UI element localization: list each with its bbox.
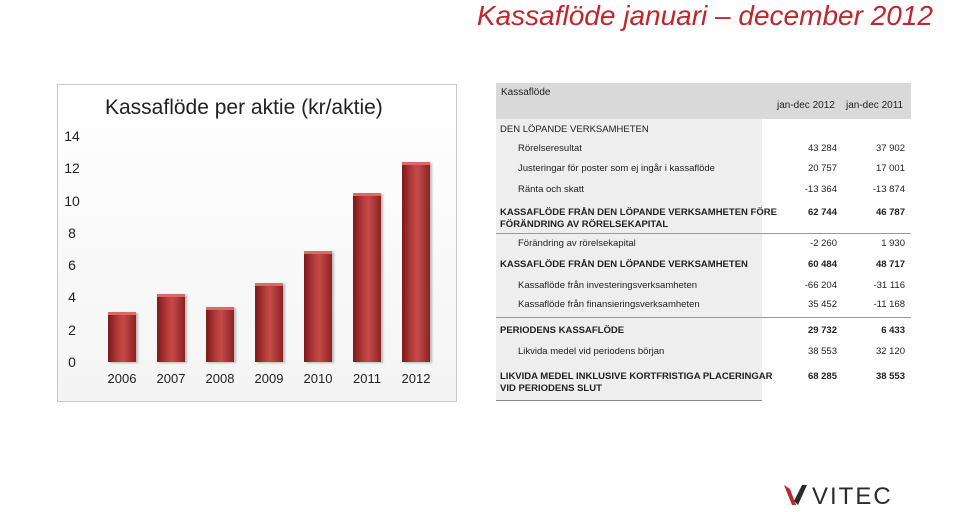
row-label: Ränta och skatt [518, 184, 585, 195]
table-header [496, 83, 911, 119]
cashflow-table [496, 83, 911, 401]
row-separator [496, 233, 911, 234]
table-row [496, 124, 911, 138]
row-label: PERIODENS KASSAFLÖDE [500, 325, 625, 336]
value-2012: 20 757 [807, 163, 837, 174]
row-label: Kassaflöde från finansieringsverksamheten [518, 299, 700, 310]
value-2011: 38 553 [875, 371, 905, 382]
row-label: KASSAFLÖDE FRÅN DEN LÖPANDE VERKSAMHETEN [500, 259, 748, 270]
value-2011: 48 717 [875, 259, 905, 270]
row-label: Rörelseresultat [518, 143, 582, 154]
x-tick-label: 2009 [254, 371, 284, 386]
table-row [496, 325, 911, 339]
value-2012: 29 732 [807, 325, 837, 336]
table-row [496, 163, 911, 177]
bar-2010 [304, 251, 332, 362]
value-2012: -66 204 [804, 280, 837, 291]
bar-2006 [108, 312, 136, 362]
y-tick-label: 10 [64, 192, 80, 209]
logo-mark-right [794, 485, 807, 505]
y-tick-label: 14 [64, 128, 80, 144]
bar-2011 [353, 193, 381, 363]
x-tick-label: 2012 [401, 371, 431, 386]
bar-2009 [255, 283, 283, 362]
row-label: Justeringar för poster som ej ingår i kassaflöde [518, 163, 715, 174]
table-row [496, 346, 911, 360]
value-2012: 68 285 [807, 371, 837, 382]
value-2011: 17 001 [875, 163, 905, 174]
value-2011: -11 168 [873, 299, 905, 310]
row-label: Likvida medel vid periodens början [518, 346, 665, 357]
x-tick-label: 2011 [353, 371, 381, 386]
vitec-logo [782, 481, 902, 509]
logo-text: VITEC [812, 483, 893, 509]
table-row [496, 238, 911, 252]
table-row [496, 259, 911, 273]
y-tick-label: 4 [68, 289, 76, 306]
row-label: LIKVIDA MEDEL INKLUSIVE KORTFRISTIGA PLACERINGAR [500, 371, 773, 382]
x-tick-label: 2008 [205, 371, 235, 386]
chart-title: Kassaflöde per aktie (kr/aktie) [105, 96, 383, 119]
value-2011: 32 120 [875, 346, 905, 357]
y-tick-label: 6 [68, 257, 76, 274]
y-tick-label: 0 [68, 354, 76, 370]
x-tick-label: 2007 [156, 371, 186, 386]
value-2012: -13 364 [804, 184, 837, 195]
row-label-line2: VID PERIODENS SLUT [500, 383, 602, 394]
page-title: Kassaflöde januari – december 2012 [476, 0, 933, 31]
value-2012: 62 744 [807, 207, 837, 218]
table-row [496, 371, 911, 397]
table-row [496, 143, 911, 157]
value-2012: 60 484 [807, 259, 837, 270]
y-tick-label: 8 [68, 224, 76, 241]
column-header-2011: jan-dec 2011 [846, 100, 904, 111]
value-2011: -13 874 [872, 184, 905, 195]
y-tick-label: 2 [68, 321, 76, 338]
row-separator [496, 317, 911, 318]
value-2011: -31 116 [873, 280, 905, 291]
value-2012: 43 284 [807, 143, 837, 154]
x-tick-label: 2010 [303, 371, 333, 386]
table-row [496, 207, 911, 233]
row-label-line2: FÖRÄNDRING AV RÖRELSEKAPITAL [500, 219, 669, 230]
table-row [496, 184, 911, 198]
y-tick-label: 12 [64, 160, 80, 177]
value-2011: 46 787 [875, 207, 905, 218]
row-label: Förändring av rörelsekapital [518, 238, 636, 249]
row-label: DEN LÖPANDE VERKSAMHETEN [500, 124, 649, 135]
value-2012: 38 553 [807, 346, 837, 357]
bar-2007 [157, 294, 185, 362]
table-header-label: Kassaflöde [501, 87, 551, 98]
bar-2012 [402, 162, 430, 362]
value-2012: -2 260 [810, 238, 837, 249]
x-tick-label: 2006 [107, 371, 137, 386]
logo-mark-left [784, 485, 796, 505]
value-2012: 35 452 [807, 299, 837, 310]
value-2011: 1 930 [881, 238, 905, 249]
value-2011: 37 902 [875, 143, 905, 154]
value-2011: 6 433 [881, 325, 905, 336]
row-label: KASSAFLÖDE FRÅN DEN LÖPANDE VERKSAMHETEN FÖRE [500, 207, 777, 218]
table-row [496, 280, 911, 294]
row-label: Kassaflöde från investeringsverksamheten [518, 280, 698, 291]
column-header-2012: jan-dec 2012 [777, 100, 835, 111]
bar-2008 [206, 307, 234, 362]
table-row [496, 299, 911, 313]
